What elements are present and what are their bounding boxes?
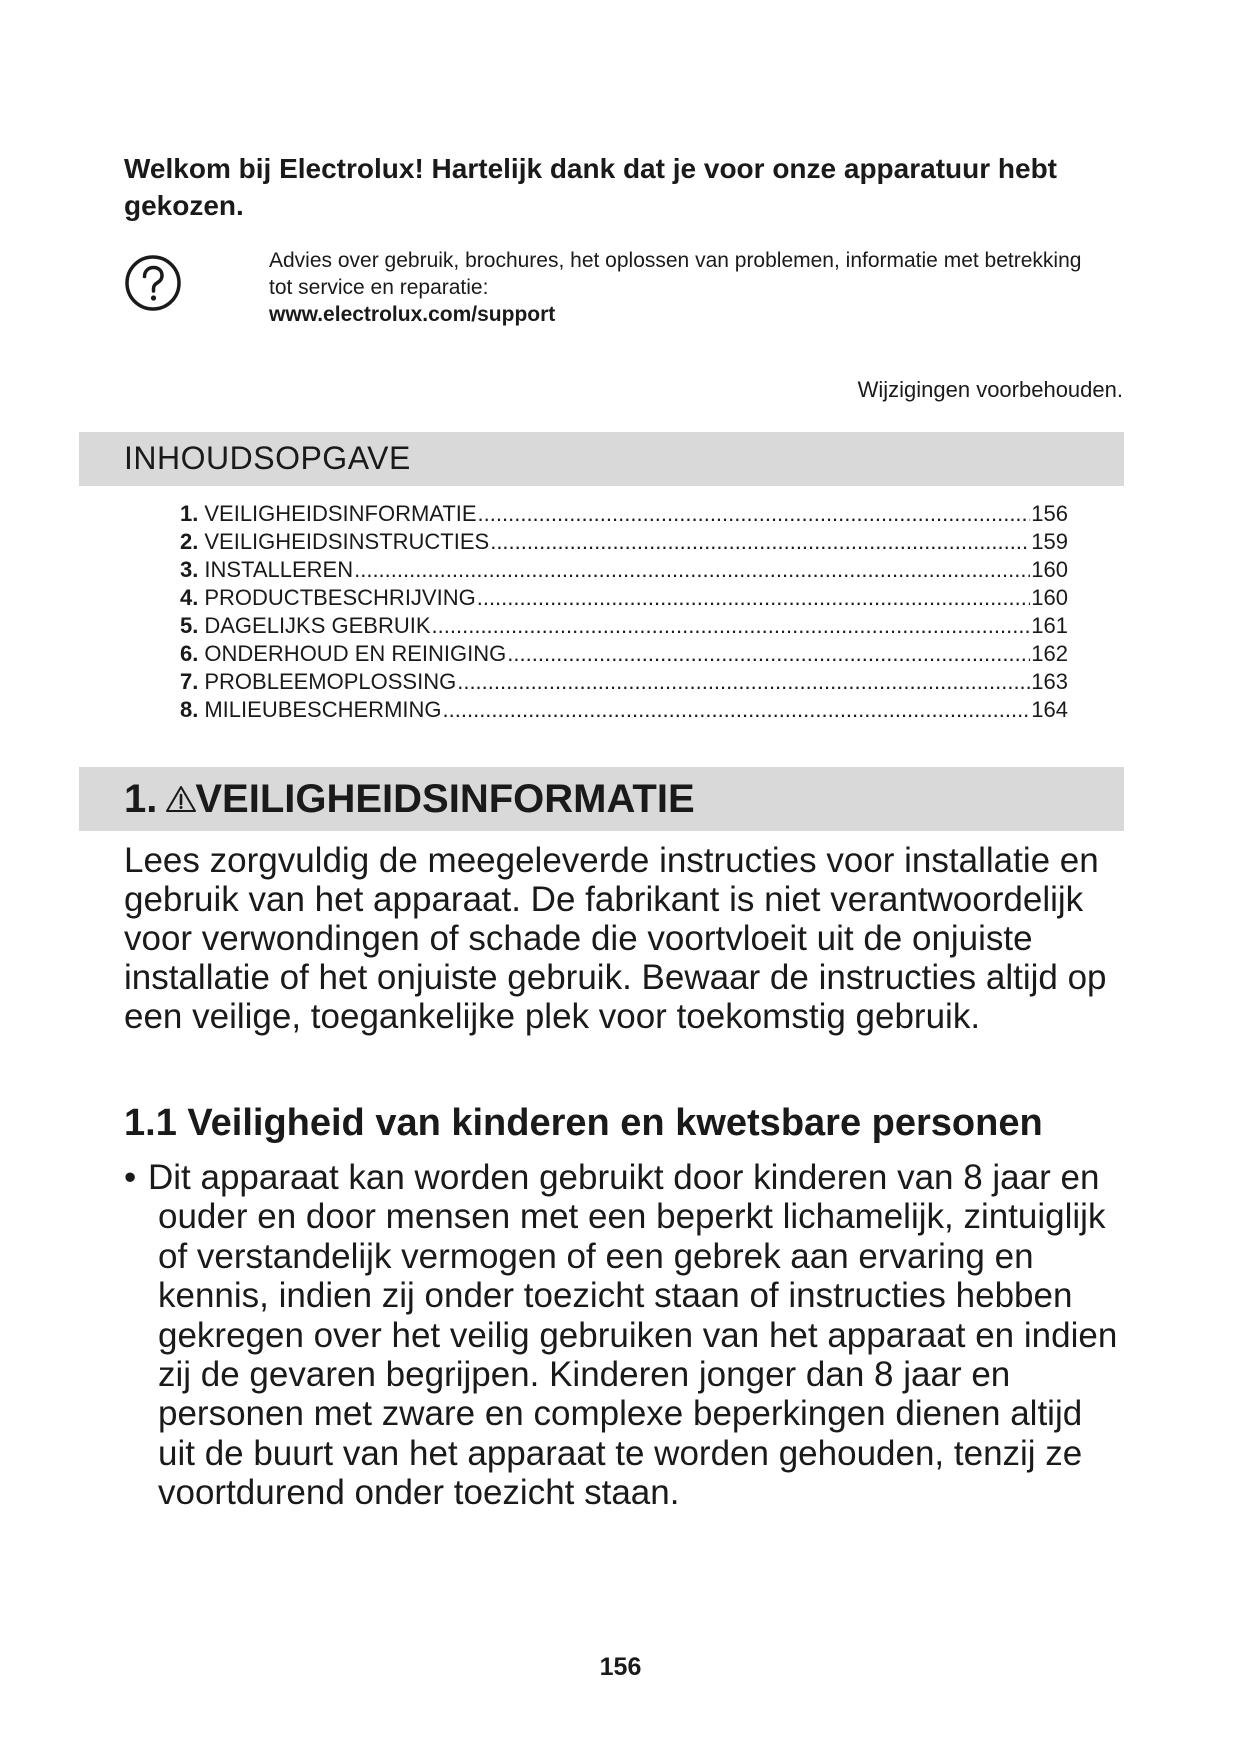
toc-item[interactable] <box>180 500 1068 528</box>
page-number: 156 <box>599 1653 642 1681</box>
toc-item-number: 8. <box>180 697 199 722</box>
support-info <box>269 247 1089 328</box>
toc-heading: INHOUDSOPGAVE <box>124 440 411 476</box>
toc-item-page: 161 <box>1031 613 1068 638</box>
toc-item-title: VEILIGHEIDSINSTRUCTIES <box>204 529 490 554</box>
toc-leader <box>490 528 1030 556</box>
toc-leader <box>507 640 1030 668</box>
toc-leader <box>457 668 1030 696</box>
toc-item-title: DAGELIJKS GEBRUIK <box>204 613 431 638</box>
toc-item-number: 2. <box>180 529 199 554</box>
welcome-title: Welkom bij Electrolux! Hartelijk dank dat je voor onze apparatuur hebt gekozen. <box>124 153 1058 221</box>
toc-item-number: 5. <box>180 613 199 638</box>
support-link[interactable]: www.electrolux.com/support <box>269 303 556 326</box>
question-icon <box>124 254 182 312</box>
toc-leader <box>478 500 1031 528</box>
toc-leader <box>443 696 1031 724</box>
warning-icon <box>165 785 197 813</box>
toc-item-page: 160 <box>1031 557 1068 582</box>
toc-item-number: 4. <box>180 585 199 610</box>
section-heading <box>124 777 695 822</box>
toc-item-page: 159 <box>1031 529 1068 554</box>
toc-item-title: VEILIGHEIDSINFORMATIE <box>204 501 477 526</box>
section-number: 1. <box>124 777 158 821</box>
toc-item[interactable] <box>180 584 1068 612</box>
toc-item-title: ONDERHOUD EN REINIGING <box>204 641 507 666</box>
bullet-marker: • <box>124 1158 137 1197</box>
toc-item-title: PROBLEEMOPLOSSING <box>204 669 457 694</box>
toc-item[interactable] <box>180 556 1068 584</box>
toc-item[interactable] <box>180 640 1068 668</box>
section-header-band <box>79 767 1124 831</box>
toc-item-number: 7. <box>180 669 199 694</box>
support-description: Advies over gebruik, brochures, het oplossen van problemen, informatie met betrekking tot service en reparatie: <box>269 249 1082 299</box>
section-title: VEILIGHEIDSINFORMATIE <box>195 777 695 821</box>
toc-item[interactable] <box>180 528 1068 556</box>
toc-leader <box>432 612 1031 640</box>
bullet-item <box>124 1158 1128 1513</box>
toc-item[interactable] <box>180 668 1068 696</box>
toc-item[interactable] <box>180 612 1068 640</box>
toc-item-number: 1. <box>180 501 199 526</box>
changes-note: Wijzigingen voorbehouden. <box>857 377 1123 402</box>
toc-item-page: 162 <box>1031 641 1068 666</box>
toc-item-page: 163 <box>1031 669 1068 694</box>
toc-leader <box>354 556 1030 584</box>
toc-item-page: 164 <box>1031 697 1068 722</box>
section-intro: Lees zorgvuldig de meegeleverde instructies voor installatie en gebruik van het apparaat. De fabrikant is niet verantwoordelijk voor verwondingen of schade die voortvloeit uit de onjuiste installatie of het onjuiste gebruik. Bewaar de instructies altijd op een veilige, toegankelijke plek voor toekomstig gebruik. <box>124 841 1107 1036</box>
toc-item-page: 160 <box>1031 585 1068 610</box>
toc-item-title: PRODUCTBESCHRIJVING <box>204 585 476 610</box>
toc-header-band <box>79 432 1124 486</box>
subsection-heading: 1.1 Veiligheid van kinderen en kwetsbare personen <box>124 1102 1043 1144</box>
table-of-contents <box>180 500 1068 724</box>
toc-item-title: MILIEUBESCHERMING <box>204 697 442 722</box>
toc-item-title: INSTALLEREN <box>204 557 354 582</box>
toc-item-page: 156 <box>1031 501 1068 526</box>
bullet-text: Dit apparaat kan worden gebruikt door kinderen van 8 jaar en ouder en door mensen met een beperkt lichamelijk, zintuiglijk of verstandelijk vermogen of een gebrek aan ervaring en kennis, indien zij onder toezicht staan of instructies hebben gekregen over het veilig gebruiken van het apparaat en indien zij de gevaren begrijpen. Kinderen jonger dan 8 jaar en personen met zware en complexe beperkingen dienen altijd uit de buurt van het apparaat te worden gehouden, tenzij ze voortdurend onder toezicht staan. <box>148 1158 1118 1513</box>
toc-item-number: 3. <box>180 557 199 582</box>
toc-item[interactable] <box>180 696 1068 724</box>
toc-item-number: 6. <box>180 641 199 666</box>
toc-leader <box>477 584 1031 612</box>
